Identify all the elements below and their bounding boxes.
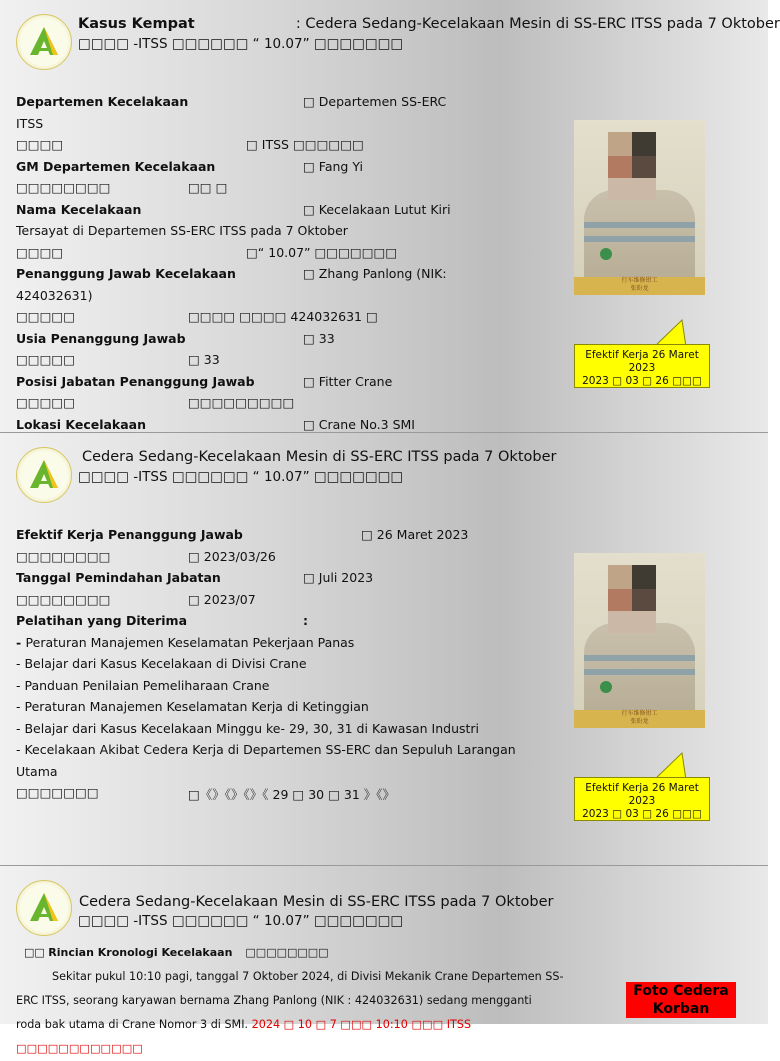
detail-label: □□□□: [16, 245, 64, 260]
detail-value: □ 33: [303, 331, 335, 346]
detail-value: □ ITSS □□□□□□: [246, 137, 364, 152]
detail-label: 424032631): [16, 288, 93, 303]
detail-label: □□□□□□□□: [16, 180, 111, 195]
detail-label: Lokasi Kecelakaan: [16, 417, 147, 432]
detail-label: Tersayat di Departemen SS-ERC ITSS pada 7 Oktober: [16, 223, 348, 238]
training-cn-label: □□□□□□□: [16, 785, 99, 800]
detail-label: □□□□□: [16, 352, 76, 367]
slide-title: Cedera Sedang-Kecelakaan Mesin di SS-ERC ITSS pada 7 Oktober: [82, 449, 557, 465]
effective-date-callout: Efektif Kerja 26 Maret 2023 2023 □ 03 □ 26 □□□: [574, 777, 710, 821]
detail-value: □ 33: [188, 352, 220, 367]
detail-label: ITSS: [16, 116, 44, 131]
logo-mark-icon: [17, 15, 71, 69]
training-item: - Kecelakaan Akibat Cedera Kerja di Departemen SS-ERC dan Sepuluh Larangan: [16, 742, 516, 757]
training-label: Pelatihan yang Diterima: [16, 613, 188, 628]
photo-caption: 行车维修钳工 张盼龙: [574, 710, 705, 728]
slide-subtitle: □□□□ -ITSS □□□□□□ “ 10.07” □□□□□□□: [78, 36, 404, 52]
photo-caption: 行车维修钳工 张盼龙: [574, 277, 705, 295]
section-heading: □□ Rincian Kronologi Kecelakaan □□□□□□□□: [24, 946, 329, 959]
transfer-date-cn-value: □ 2023/07: [188, 592, 256, 607]
detail-value: □□ □: [188, 180, 228, 195]
detail-label: Usia Penanggung Jawab: [16, 331, 186, 346]
detail-value: □ Kecelakaan Lutut Kiri: [303, 202, 451, 217]
detail-label: □□□□□: [16, 395, 76, 410]
company-logo: [16, 880, 72, 936]
training-cn-value: □《》《》《》《 29 □ 30 □ 31 》《》: [188, 787, 395, 802]
detail-value: □□□□□□□□□: [188, 395, 295, 410]
slide-title: [78, 16, 780, 32]
detail-label: □□□□: [16, 137, 64, 152]
detail-value: □ Fang Yi: [303, 159, 363, 174]
company-logo: [16, 447, 72, 503]
detail-label: GM Departemen Kecelakaan: [16, 159, 216, 174]
training-item: - Belajar dari Kasus Kecelakaan di Divisi Crane: [16, 656, 307, 671]
transfer-date-cn-label: □□□□□□□□: [16, 592, 111, 607]
slide-title: Cedera Sedang-Kecelakaan Mesin di SS-ERC ITSS pada 7 Oktober: [79, 894, 554, 910]
effective-work-cn-label: □□□□□□□□: [16, 549, 111, 564]
detail-label: Nama Kecelakaan: [16, 202, 142, 217]
detail-value: □ Zhang Panlong (NIK:: [303, 266, 447, 281]
logo-mark-icon: [17, 881, 71, 935]
victim-photo-label: Foto Cedera Korban: [626, 982, 736, 1018]
effective-work-cn-value: □ 2023/03/26: [188, 549, 276, 564]
effective-date-callout: Efektif Kerja 26 Maret 2023 2023 □ 03 □ 26 □□□: [574, 344, 710, 388]
effective-work-value: □ 26 Maret 2023: [361, 527, 469, 542]
transfer-date-label: Tanggal Pemindahan Jabatan: [16, 570, 221, 585]
training-item: Utama: [16, 764, 58, 779]
slide-3: [0, 866, 768, 1055]
training-item: - Peraturan Manajemen Keselamatan Kerja di Ketinggian: [16, 699, 369, 714]
slide-subtitle: □□□□ -ITSS □□□□□□ “ 10.07” □□□□□□□: [78, 913, 404, 929]
slide-subtitle: □□□□ -ITSS □□□□□□ “ 10.07” □□□□□□□: [78, 469, 404, 485]
slide-1: [0, 0, 780, 432]
case-label: Kasus Kempat: [78, 16, 195, 32]
detail-label: Posisi Jabatan Penanggung Jawab: [16, 374, 255, 389]
detail-label: □□□□□: [16, 309, 76, 324]
detail-label: Penanggung Jawab Kecelakaan: [16, 266, 236, 281]
training-item: - Peraturan Manajemen Keselamatan Pekerjaan Panas: [16, 635, 355, 650]
detail-value: □ Departemen SS-ERC: [303, 94, 447, 109]
employee-photo: [574, 120, 705, 295]
company-logo: [16, 14, 72, 70]
detail-value: □ Crane No.3 SMI: [303, 417, 415, 432]
chronology-paragraph: Sekitar pukul 10:10 pagi, tanggal 7 Oktober 2024, di Divisi Mekanik Crane Departemen SS- ERC ITSS, seorang karyawan bernama Zhang Panlong (NIK : 424032631) sedang mengganti roda bak utama di Crane Nomor 3 di SMI. 2024 □ 10 □ 7 □□□ 10:10 □□□ ITSS □□□□□□□□□□□□: [16, 970, 564, 1055]
case-title: : Cedera Sedang-Kecelakaan Mesin di SS-ERC ITSS pada 7 Oktober: [295, 16, 780, 32]
effective-work-label: Efektif Kerja Penanggung Jawab: [16, 527, 243, 542]
detail-label: Departemen Kecelakaan: [16, 94, 189, 109]
training-item: - Panduan Penilaian Pemeliharaan Crane: [16, 678, 270, 693]
detail-value: □ Fitter Crane: [303, 374, 393, 389]
detail-value: □“ 10.07” □□□□□□□: [246, 245, 398, 260]
training-colon: :: [303, 613, 308, 628]
detail-value: □□□□ □□□□ 424032631 □: [188, 309, 378, 324]
slide-2: [0, 433, 768, 865]
training-item: - Belajar dari Kasus Kecelakaan Minggu ke- 29, 30, 31 di Kawasan Industri: [16, 721, 480, 736]
logo-mark-icon: [17, 448, 71, 502]
transfer-date-value: □ Juli 2023: [303, 570, 374, 585]
employee-photo: [574, 553, 705, 728]
